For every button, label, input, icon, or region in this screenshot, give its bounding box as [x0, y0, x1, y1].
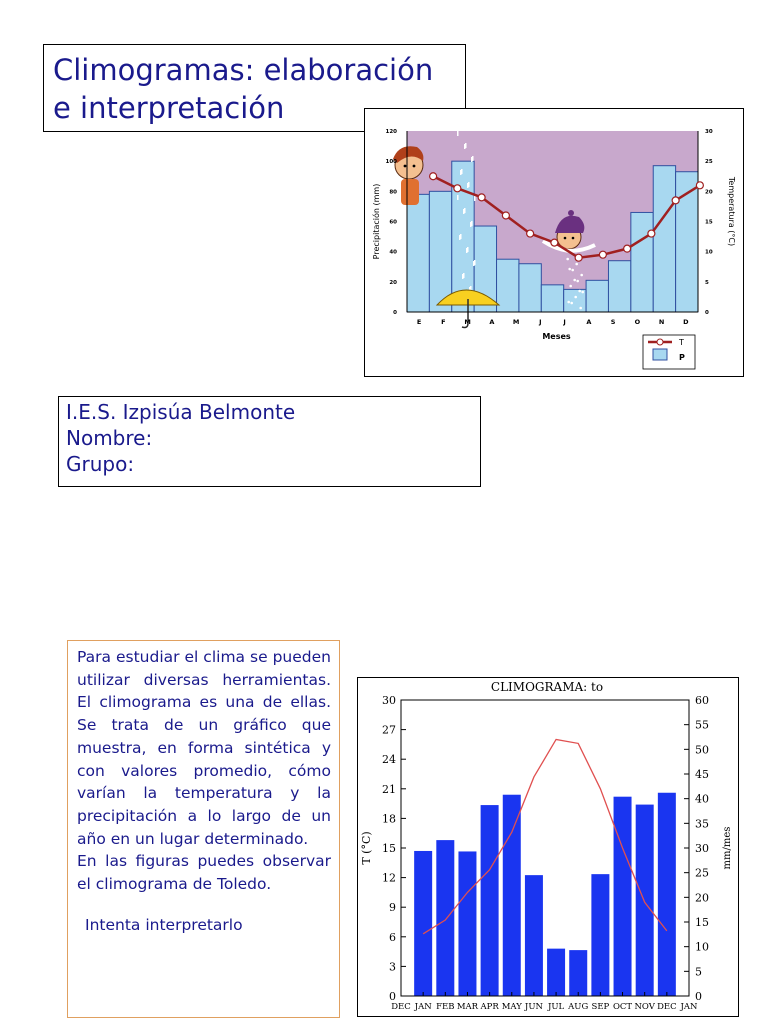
x-tick-label: JUN [524, 1002, 543, 1012]
description-box [67, 640, 340, 1018]
child-eye [564, 237, 567, 240]
toledo-climograph [357, 677, 739, 1017]
x-tick-label: N [658, 318, 665, 326]
school-name: I.E.S. Izpisúa Belmonte [66, 400, 296, 424]
snowflake [576, 280, 579, 283]
y-tick-label: 18 [382, 812, 396, 826]
y2-tick-label: 30 [705, 129, 713, 135]
legend-bar-swatch [653, 349, 667, 360]
y-tick-label: 15 [382, 842, 396, 855]
climograph-illustration [364, 108, 744, 377]
x-tick-label: AUG [568, 1002, 589, 1012]
y-tick-label: 24 [382, 753, 396, 767]
precipitation-bar [658, 793, 676, 996]
climograph-illustration-svg [365, 109, 743, 376]
x-tick-label: D [683, 318, 689, 326]
x-tick-label: OCT [612, 1002, 633, 1012]
child-eye [404, 165, 407, 168]
cartoon-child-sun [393, 146, 423, 205]
y2-axis-label: mm/mes [722, 826, 733, 870]
y2-tick-label: 20 [695, 891, 709, 905]
y-axis-label: T (°C) [360, 831, 373, 865]
precipitation-bar [653, 166, 675, 312]
y2-tick-label: 10 [695, 940, 709, 954]
y-tick-label: 120 [385, 129, 397, 135]
precipitation-bar [608, 261, 630, 312]
precipitation-bar [503, 795, 521, 996]
x-tick-label: E [416, 318, 422, 326]
y2-tick-label: 25 [695, 866, 709, 880]
chart-title: CLIMOGRAMA: to [490, 680, 604, 694]
y-tick-label: 21 [382, 782, 396, 796]
y-tick-label: 0 [389, 990, 396, 1003]
y2-tick-label: 45 [695, 768, 709, 781]
y-tick-label: 6 [389, 930, 396, 944]
snowflake [575, 263, 578, 266]
temperature-point [696, 182, 703, 189]
snowflake [578, 290, 581, 293]
precipitation-bar [481, 805, 499, 996]
y2-axis-label: Temperatura (°C) [727, 176, 736, 247]
precipitation-bar [429, 191, 451, 312]
x-axis-label: Meses [542, 332, 571, 341]
y-tick-label: 12 [382, 871, 396, 885]
precipitation-bar [541, 285, 563, 312]
temperature-point [502, 212, 509, 219]
x-tick-label: DEC [391, 1002, 411, 1012]
title-line1: Climogramas: elaboración [53, 53, 434, 87]
legend-point-swatch [657, 339, 663, 345]
temperature-point [648, 230, 655, 237]
temperature-point [672, 197, 679, 204]
y-tick-label: 9 [389, 901, 396, 915]
child-eye [413, 165, 416, 168]
precipitation-bar [636, 805, 654, 996]
description-paragraph-1: Para estudiar el clima se pueden utilizar diversas herramientas. El climograma es una de ellas. Se trata de un gráfico que muestra, en forma sintética y con valores promedio, cómo varían la temperatura y la precipitación a lo largo de un año en un lugar determinado. [77, 648, 331, 848]
y2-tick-label: 15 [705, 219, 713, 226]
temperature-point [527, 230, 534, 237]
legend-label-t: T [679, 338, 684, 347]
precipitation-bar [591, 874, 609, 996]
x-tick-label: APR [480, 1002, 499, 1012]
toledo-climograph-svg [358, 678, 738, 1016]
y-tick-label: 3 [389, 960, 396, 974]
temperature-point [454, 185, 461, 192]
y2-tick-label: 5 [705, 279, 709, 286]
y2-tick-label: 15 [695, 916, 709, 929]
precipitation-bar [631, 212, 653, 312]
x-tick-label: O [634, 318, 641, 326]
precipitation-bar [519, 264, 541, 312]
precipitation-bar [525, 875, 543, 996]
precipitation-bar [614, 797, 632, 996]
x-tick-label: MAR [456, 1002, 479, 1012]
precipitation-bar [414, 851, 432, 996]
child-eye [572, 237, 575, 240]
y2-tick-label: 50 [695, 743, 709, 757]
precipitation-bar [586, 280, 608, 312]
y2-tick-label: 0 [705, 310, 709, 316]
temperature-point [599, 251, 606, 258]
legend-box [643, 335, 695, 369]
legend-label-p: P [679, 353, 685, 362]
x-tick-label: JAN [414, 1002, 432, 1012]
temperature-point [575, 254, 582, 261]
temperature-point [624, 245, 631, 252]
y-tick-label: 20 [389, 279, 397, 286]
snowflake [573, 279, 576, 282]
precipitation-bar [569, 950, 587, 996]
group-label: Grupo: [66, 452, 135, 476]
temperature-point [478, 194, 485, 201]
description-text [77, 646, 331, 896]
y-tick-label: 27 [382, 723, 396, 737]
snowflake [574, 296, 577, 299]
snowflake [581, 291, 584, 294]
y2-tick-label: 30 [695, 842, 709, 855]
name-label: Nombre: [66, 426, 153, 450]
y-tick-label: 40 [389, 249, 397, 256]
y2-tick-label: 25 [705, 159, 713, 166]
x-tick-label: M [464, 318, 471, 326]
x-tick-label: A [489, 318, 495, 326]
precipitation-bar [436, 840, 454, 996]
x-tick-label: JAN [680, 1002, 698, 1012]
x-tick-label: SEP [591, 1002, 610, 1012]
temperature-point [551, 239, 558, 246]
snowflake [579, 307, 582, 310]
snowflake [568, 268, 571, 271]
precipitation-bar [407, 194, 429, 312]
y-tick-label: 60 [389, 219, 397, 226]
description-paragraph-2: En las figuras puedes observar el climograma de Toledo. [77, 852, 331, 894]
snowflake [567, 301, 570, 304]
child-body [401, 179, 419, 205]
x-tick-label: FEB [436, 1002, 455, 1012]
y2-tick-label: 35 [695, 817, 709, 831]
x-tick-label: DEC [657, 1002, 677, 1012]
y-tick-label: 80 [389, 189, 397, 196]
precipitation-bar [497, 259, 519, 312]
precipitation-bar [547, 949, 565, 996]
y-tick-label: 0 [393, 310, 397, 316]
x-tick-label: S [610, 318, 616, 326]
y2-tick-label: 55 [695, 718, 709, 732]
student-info-box [58, 396, 481, 487]
snowflake [569, 285, 572, 288]
y-axis-label: Precipitación (mm) [372, 183, 381, 260]
y2-tick-label: 60 [695, 694, 709, 707]
snowflake [570, 302, 573, 305]
x-tick-label: J [563, 318, 566, 326]
title-line2: e interpretación [53, 91, 285, 125]
y2-tick-label: 40 [695, 792, 709, 806]
temperature-point [430, 173, 437, 180]
y2-tick-label: 10 [705, 249, 713, 256]
x-tick-label: F [441, 318, 446, 326]
snowflake [571, 269, 574, 272]
y-tick-label: 30 [382, 694, 396, 707]
description-cta: Intenta interpretarlo [85, 915, 243, 934]
x-tick-label: JUL [547, 1002, 565, 1012]
x-tick-label: MAY [501, 1002, 522, 1012]
x-tick-label: M [512, 318, 520, 326]
precipitation-bar [458, 851, 476, 996]
snowflake [566, 258, 569, 261]
x-tick-label: NOV [634, 1002, 655, 1012]
snowflake [580, 274, 583, 277]
y2-tick-label: 5 [695, 965, 702, 979]
y-tick-label: 100 [385, 159, 397, 166]
y2-tick-label: 20 [705, 189, 713, 196]
y2-tick-label: 0 [695, 990, 702, 1003]
x-tick-label: J [539, 318, 542, 326]
x-tick-label: A [586, 318, 592, 326]
hat-pompom [568, 210, 574, 216]
